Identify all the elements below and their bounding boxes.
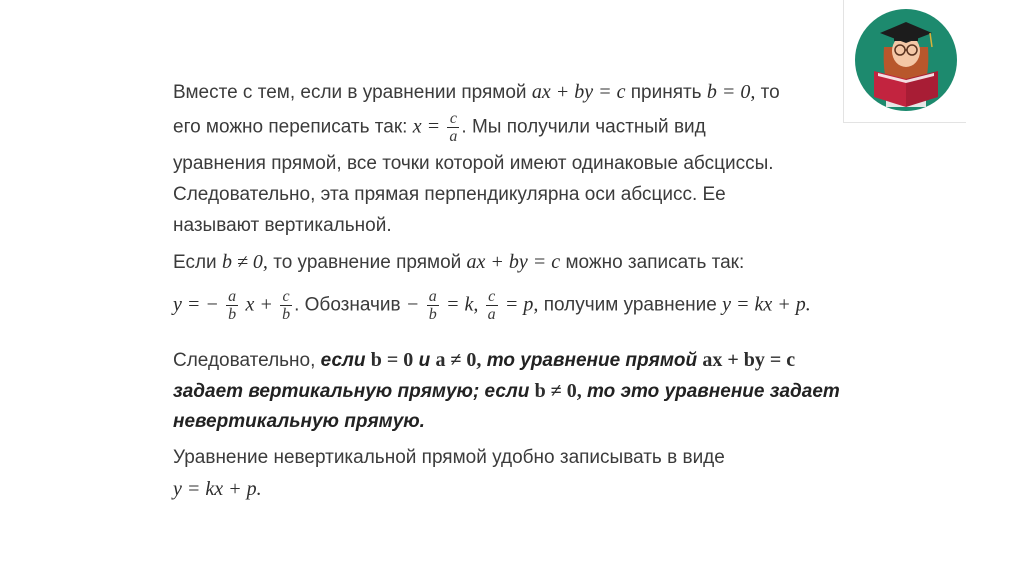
fraction-c-over-a	[486, 288, 498, 323]
text-span: Если	[173, 252, 217, 273]
bold-text: если	[320, 350, 366, 371]
paragraph-4-line-1: Уравнение невертикальной прямой удобно записывать в виде	[173, 447, 725, 468]
paragraph-2-line-2	[173, 288, 811, 323]
text-span: . Мы получили частный вид	[461, 116, 706, 138]
fraction-numerator: c	[486, 288, 498, 306]
equation-b-not-zero: b ≠ 0,	[221, 251, 268, 273]
fraction-numerator: a	[428, 288, 437, 305]
fraction-numerator: a	[228, 288, 237, 305]
equation-equals-k: = k,	[445, 293, 479, 316]
paragraph-3-line-3	[173, 406, 425, 438]
equation-y: y = −	[173, 293, 219, 316]
logo-card	[843, 0, 966, 123]
text-span: принять	[630, 82, 702, 103]
text-span: получим уравнение	[543, 294, 717, 316]
minus-sign: −	[405, 293, 420, 316]
fraction-denominator: b	[428, 306, 437, 323]
fraction-denominator: b	[282, 306, 291, 323]
paragraph-2-line-1	[173, 246, 744, 279]
teacher-reading-book-icon	[852, 3, 960, 117]
fraction-numerator: c	[280, 288, 292, 306]
equation-slope-form: y = kx + p.	[722, 293, 811, 316]
equation-slope-form: y = kx + p.	[173, 478, 262, 500]
text-span: Следовательно,	[173, 350, 316, 371]
paragraph-3-line-1	[173, 344, 795, 377]
fraction-a-over-b	[226, 288, 238, 323]
fraction-numerator: c	[447, 110, 459, 128]
equation-line: ax + by = c	[531, 81, 626, 103]
equation-b-not-zero: b ≠ 0,	[534, 380, 582, 402]
text-span: . Обозначив	[294, 294, 401, 316]
fraction-c-over-b	[280, 288, 292, 323]
equation-x: x =	[412, 115, 441, 138]
paragraph-1-line-3: уравнения прямой, все точки которой имеют одинаковые абсциссы.	[173, 153, 774, 174]
fraction-a-over-b	[427, 288, 439, 323]
text-span: то	[760, 82, 780, 103]
equation-line: ax + by = c	[466, 251, 561, 273]
text-span: можно записать так:	[565, 252, 745, 273]
paragraph-4-line-2	[173, 473, 262, 506]
equation-x-plus: x +	[245, 293, 273, 316]
equation-line: ax + by = c	[702, 349, 796, 371]
paragraph-1-line-4: Следовательно, эта прямая перпендикулярна оси абсцисс. Ее	[173, 184, 726, 205]
equation-b-zero: b = 0,	[706, 81, 756, 103]
bold-text: невертикальную прямую.	[173, 411, 425, 432]
fraction-denominator: a	[487, 306, 496, 323]
fraction-denominator: a	[449, 128, 458, 145]
fraction-denominator: b	[228, 306, 237, 323]
paragraph-1-line-1	[173, 76, 780, 109]
paragraph-1-line-2	[173, 110, 706, 145]
paragraph-3-line-2	[173, 375, 840, 408]
equation-b-zero: b = 0	[370, 349, 414, 371]
fraction-c-over-a	[447, 110, 459, 145]
paragraph-1-line-5: называют вертикальной.	[173, 215, 392, 236]
text-span: Вместе с тем, если в уравнении прямой	[173, 82, 527, 103]
equation-a-not-zero: a ≠ 0,	[435, 349, 482, 371]
equation-equals-p: = p,	[504, 293, 539, 316]
bold-text: задает вертикальную прямую; если	[173, 381, 530, 402]
text-span: его можно переписать так:	[173, 116, 408, 138]
bold-text: то уравнение прямой	[486, 350, 698, 371]
bold-text: и	[418, 350, 431, 371]
text-span: то уравнение прямой	[273, 252, 462, 273]
bold-text: то это уравнение задает	[587, 381, 840, 402]
